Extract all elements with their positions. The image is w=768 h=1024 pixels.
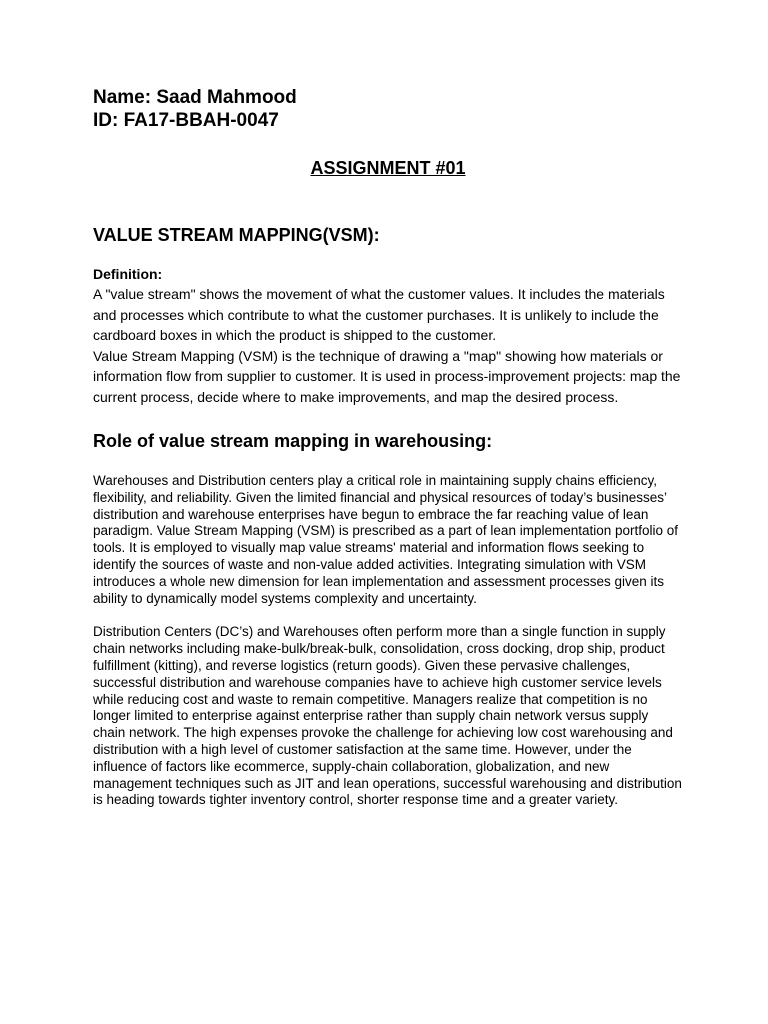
student-id: ID: FA17-BBAH-0047 [93,110,279,131]
student-name: Name: Saad Mahmood [93,87,297,108]
definition-paragraph-2: Value Stream Mapping (VSM) is the technique of drawing a "map" showing how materials or information flow from supplier to customer. It is used in process-improvement projects: map the current process, decide where to make improvements, and map the desired process. [93,347,681,405]
role-paragraph-1: Warehouses and Distribution centers play a critical role in maintaining supply chains efficiency, flexibility, and reliability. Given the limited financial and physical resources of today’s businesses’ distribution and warehouse enterprises have begun to embrace the far reaching value of lean paradigm. Value Stream Mapping (VSM) is prescribed as a part of lean implementation portfolio of tools. It is employed to visually map value streams' material and information flows seeking to identify the sources of waste and non-value added activities. Integrating simulation with VSM introduces a whole new dimension for lean implementation and assessment processes given its ability to dynamically model systems complexity and uncertainty. [93,473,679,606]
role-paragraph-2: Distribution Centers (DC’s) and Warehouses often perform more than a single function in supply chain networks including make-bulk/break-bulk, consolidation, cross docking, drop ship, product fulfillment (kitting), and reverse logistics (return goods). Given these pervasive challenges, successful distribution and warehouse companies have to achieve high customer service levels while reducing cost and waste to remain competitive. Managers realize that competition is no longer limited to enterprise against enterprise rather than supply chain network versus supply chain network. The high expenses provoke the challenge for achieving low cost warehousing and distribution with a high level of customer satisfaction at the same time. However, under the influence of factors like ecommerce, supply-chain collaboration, globalization, and new management techniques such as JIT and lean operations, successful warehousing and distribution is heading towards tighter inventory control, shorter response time and a greater variety. [93,624,682,808]
definition-label: Definition: [93,266,163,282]
role-heading: Role of value stream mapping in warehousing: [93,431,493,451]
definition-paragraph-1: A "value stream" shows the movement of what the customer values. It includes the materials and processes which contribute to what the customer purchases. It is unlikely to include the cardboard boxes in which the product is shipped to the customer. [93,286,665,343]
assignment-title: ASSIGNMENT #01 [310,158,466,178]
vsm-heading: VALUE STREAM MAPPING(VSM): [93,225,380,245]
document-body [93,86,683,809]
